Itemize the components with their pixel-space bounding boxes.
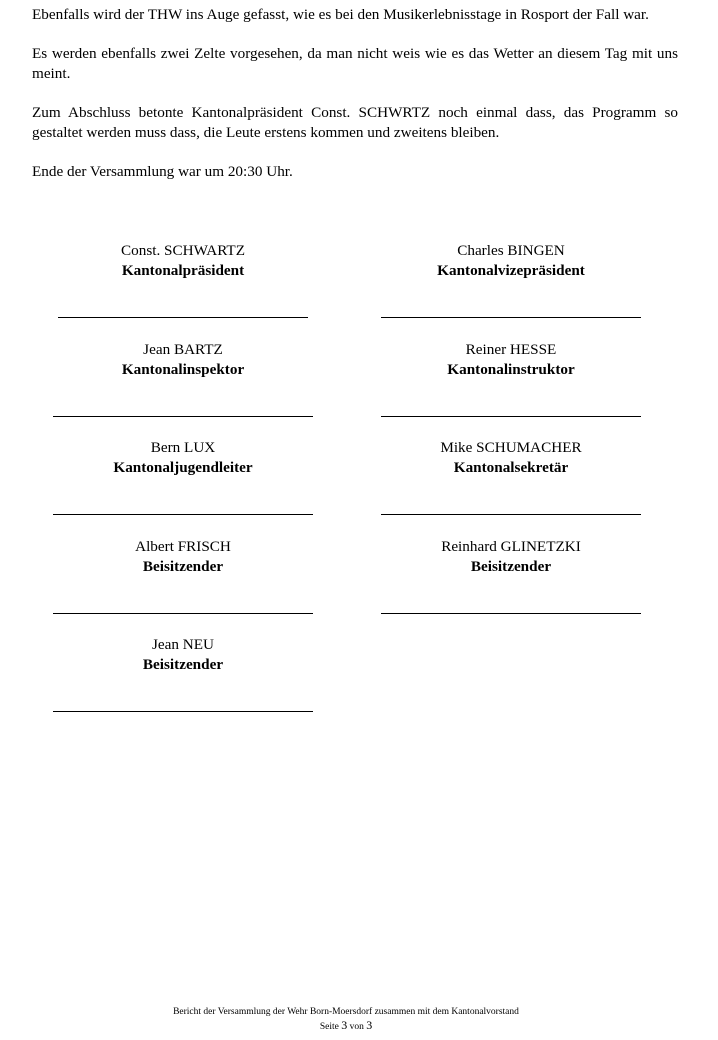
signature-row xyxy=(0,340,718,439)
page-of: von xyxy=(349,1022,364,1032)
signature-block xyxy=(58,241,308,281)
signatory-role: Kantonalsekretär xyxy=(453,459,569,476)
signature-row xyxy=(0,537,718,636)
paragraph-abschluss: Zum Abschluss betonte Kantonalpräsident Const. SCHWRTZ noch einmal dass, das Programm so gestaltet werden muss dass, die Leute erstens kommen und zweitens bleiben. xyxy=(32,104,678,141)
footer-report-title: Bericht der Versammlung der Wehr Born-Moersdorf zusammen mit dem Kantonalvorstand xyxy=(173,1007,519,1017)
signature-block xyxy=(381,537,641,577)
signature-block xyxy=(53,340,313,380)
signature-row xyxy=(0,438,718,537)
signatory-name: Bern LUX xyxy=(150,439,216,456)
paragraph-zelte: Es werden ebenfalls zwei Zelte vorgesehen, da man nicht weis wie es das Wetter an diesem Tag mit uns meint. xyxy=(32,45,678,82)
signatory-name: Reinhard GLINETZKI xyxy=(441,537,581,555)
signature-line xyxy=(53,416,313,417)
paragraph-ende: Ende der Versammlung war um 20:30 Uhr. xyxy=(32,163,293,180)
signatory-name: Charles BINGEN xyxy=(457,242,565,259)
signatory-role: Kantonalinspektor xyxy=(121,360,245,378)
signatory-name: Jean NEU xyxy=(152,636,214,653)
signature-line xyxy=(381,613,641,614)
signature-line xyxy=(58,317,308,318)
page-footer xyxy=(0,1006,692,1034)
signatory-name: Reiner HESSE xyxy=(465,340,557,358)
signature-line xyxy=(381,514,641,515)
page-prefix: Seite xyxy=(319,1022,339,1032)
signature-block xyxy=(53,537,313,577)
page-current: 3 xyxy=(341,1018,348,1032)
page-total: 3 xyxy=(366,1018,373,1032)
signatory-name: Jean BARTZ xyxy=(143,340,223,358)
signature-line xyxy=(381,317,641,318)
signatory-role: Beisitzender xyxy=(142,656,224,673)
signature-block xyxy=(381,340,641,380)
page-number xyxy=(0,1019,692,1034)
signatory-name: Const. SCHWARTZ xyxy=(121,242,245,259)
signature-block xyxy=(381,241,641,281)
signature-row xyxy=(0,241,718,340)
signatory-role: Kantonalpräsident xyxy=(121,262,245,279)
signatory-name: Mike SCHUMACHER xyxy=(440,439,582,456)
signature-section xyxy=(0,241,718,734)
signature-line xyxy=(53,613,313,614)
signatory-role: Beisitzender xyxy=(470,557,552,575)
minutes-body xyxy=(32,5,678,201)
paragraph-thw: Ebenfalls wird der THW ins Auge gefasst, wie es bei den Musikerlebnisstage in Rosport der Fall war. xyxy=(32,6,649,23)
signature-block xyxy=(381,438,641,478)
signatory-role: Kantonaljugendleiter xyxy=(113,459,253,476)
signature-block xyxy=(53,635,313,675)
signatory-role: Kantonalinstruktor xyxy=(447,360,575,378)
signatory-role: Kantonalvizepräsident xyxy=(437,262,585,279)
signature-line xyxy=(53,514,313,515)
signatory-name: Albert FRISCH xyxy=(135,537,231,555)
signature-block xyxy=(53,438,313,478)
signature-line xyxy=(53,711,313,712)
signature-line xyxy=(381,416,641,417)
signatory-role: Beisitzender xyxy=(142,557,224,575)
signature-row xyxy=(0,635,718,734)
